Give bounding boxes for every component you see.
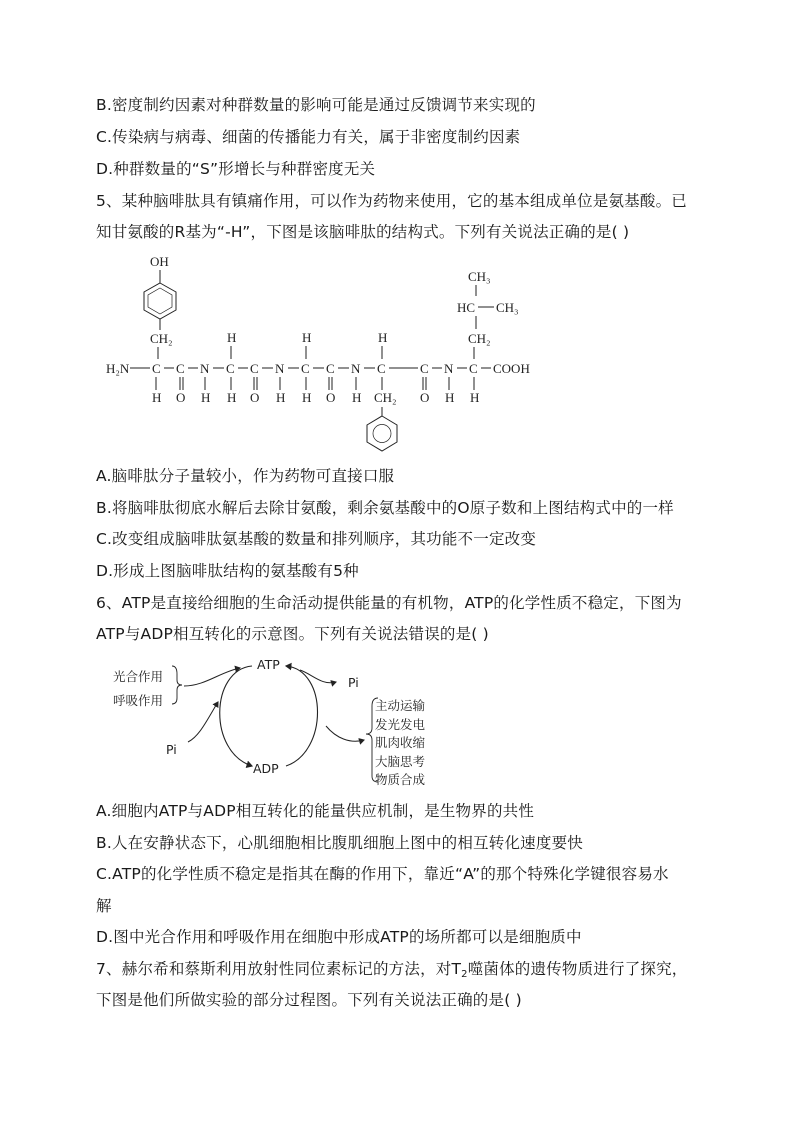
leu-ch2-label: CH₂ xyxy=(468,331,491,346)
pi-out-label: Pi xyxy=(348,675,359,690)
adp-label: ADP xyxy=(253,761,279,776)
q6-option-a: A.细胞内ATP与ADP相互转化的能量供应机制，是生物界的共性 xyxy=(96,802,535,820)
h-low-7: H xyxy=(445,390,455,405)
q7-text-post: 噬菌体的遗传物质进行了探究， xyxy=(467,960,688,978)
atp-label: ATP xyxy=(257,657,280,672)
question-6-line-2: ATP与ADP相互转化的示意图。下列有关说法错误的是( ) xyxy=(96,625,489,643)
n1: N xyxy=(200,361,210,376)
hc-label: HC xyxy=(457,300,476,315)
c3: C xyxy=(226,361,235,376)
source-photosynthesis: 光合作用 xyxy=(113,669,164,684)
q5-option-b: B.将脑啡肽彻底水解后去除甘氨酸，剩余氨基酸中的O原子数和上图结构式中的一样 xyxy=(96,499,674,517)
o-low-2: O xyxy=(250,390,260,405)
c8: C xyxy=(420,361,429,376)
question-6-line-1: 6、ATP是直接给细胞的生命活动提供能量的有机物，ATP的化学性质不稳定，下图为 xyxy=(96,594,682,612)
n2: N xyxy=(275,361,285,376)
question-5-line-1: 5、某种脑啡肽具有镇痛作用，可以作为药物来使用，它的基本组成单位是氨基酸。已 xyxy=(96,192,687,210)
ch3-right: CH₃ xyxy=(496,300,519,315)
phe-ch2-label: CH₂ xyxy=(374,390,397,405)
h-up-3: H xyxy=(378,330,388,345)
h-low-6: H xyxy=(352,390,362,405)
c2: C xyxy=(176,361,185,376)
option-d-s-curve: D.种群数量的“S”形增长与种群密度无关 xyxy=(96,160,376,178)
option-b-density: B.密度制约因素对种群数量的影响可能是通过反馈调节来实现的 xyxy=(96,96,536,114)
h-low-2: H xyxy=(201,390,211,405)
q6-option-c-line-2: 解 xyxy=(96,897,112,915)
q5-option-d: D.形成上图脑啡肽结构的氨基酸有5种 xyxy=(96,562,359,580)
c7: C xyxy=(377,361,386,376)
oh-label: OH xyxy=(150,254,169,269)
question-5-line-2: 知甘氨酸的R基为“-H”，下图是该脑啡肽的结构式。下列有关说法正确的是( ) xyxy=(96,223,630,241)
q6-option-d: D.图中光合作用和呼吸作用在细胞中形成ATP的场所都可以是细胞质中 xyxy=(96,928,582,946)
pi-in-label: Pi xyxy=(166,742,177,757)
c6: C xyxy=(326,361,335,376)
use-muscle-contraction: 肌肉收缩 xyxy=(375,735,426,751)
q5-option-a: A.脑啡肽分子量较小，作为药物可直接口服 xyxy=(96,467,395,485)
use-brain-thinking: 大脑思考 xyxy=(375,753,426,769)
n3: N xyxy=(351,361,361,376)
c4: C xyxy=(250,361,259,376)
o-low-4: O xyxy=(420,390,430,405)
option-c-disease: C.传染病与病毒、细菌的传播能力有关，属于非密度制约因素 xyxy=(96,128,521,146)
n4: N xyxy=(444,361,454,376)
h-low-1: H xyxy=(152,390,162,405)
h-low-4: H xyxy=(276,390,286,405)
ch3-top: CH₃ xyxy=(468,269,491,284)
h-low-3: H xyxy=(227,390,237,405)
o-low-1: O xyxy=(176,390,186,405)
h-low-5: H xyxy=(302,390,312,405)
c1: C xyxy=(152,361,161,376)
use-bioluminescence: 发光发电 xyxy=(375,716,426,732)
use-synthesis: 物质合成 xyxy=(375,772,426,788)
q5-option-c: C.改变组成脑啡肽氨基酸的数量和排列顺序，其功能不一定改变 xyxy=(96,530,537,548)
source-respiration: 呼吸作用 xyxy=(113,693,164,708)
h-up-1: H xyxy=(227,330,237,345)
c9: C xyxy=(469,361,478,376)
h-up-2: H xyxy=(302,330,312,345)
q6-option-b: B.人在安静状态下，心肌细胞相比腹肌细胞上图中的相互转化速度要快 xyxy=(96,834,583,852)
c5: C xyxy=(301,361,310,376)
q6-option-c-line-1: C.ATP的化学性质不稳定是指其在酶的作用下，靠近“A”的那个特殊化学键很容易水 xyxy=(96,865,669,883)
use-active-transport: 主动运输 xyxy=(375,698,426,713)
tyr-ch2-label: CH₂ xyxy=(150,331,173,346)
enkephalin-structure-figure xyxy=(100,250,560,460)
q7-text-pre: 7、赫尔希和蔡斯利用放射性同位素标记的方法，对T xyxy=(96,960,462,978)
question-7-line-2: 下图是他们所做实验的部分过程图。下列有关说法正确的是( ) xyxy=(96,991,522,1009)
q7-subscript: 2 xyxy=(461,969,468,980)
energy-uses-list xyxy=(375,697,425,790)
o-low-3: O xyxy=(326,390,336,405)
h-low-8: H xyxy=(470,390,480,405)
h2n-label: H₂N xyxy=(106,361,130,376)
question-7-line-1 xyxy=(96,958,688,986)
cooh-label: COOH xyxy=(493,361,530,376)
